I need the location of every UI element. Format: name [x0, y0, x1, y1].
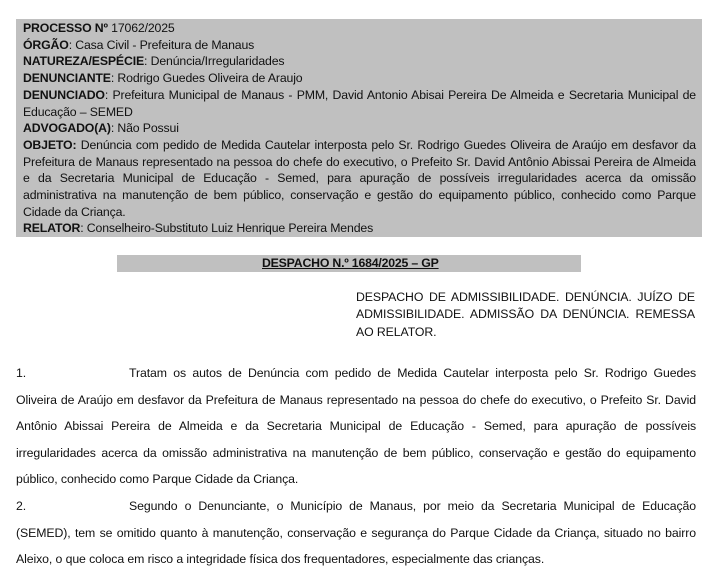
- paragraph-2: [16, 493, 696, 573]
- advogado-label: ADVOGADO(A): [23, 121, 111, 136]
- orgao-label: ÓRGÃO: [23, 37, 69, 52]
- paragraph-text: Tratam os autos de Denúncia com pedido de Medida Cautelar interposta pelo Sr. Rodrigo Guedes Oliveira de Araújo em desfavor da Prefeitura de Manaus representado na pessoa do chefe do executivo, o Prefeito Sr. David Antônio Abissai Pereira de Almeida e da Secretaria Municipal de Educação - Semed, para apuração de possíveis irregularidades acerca da omissão administrativa na manutenção de bem público, conservação e gestão do equipamento público, conhecido como Parque Cidade da Criança.: [16, 366, 696, 486]
- processo-line: [23, 20, 696, 37]
- denunciado-line: DENUNCIADO: Prefeitura Municipal de Manaus - PMM, David Antonio Abisai Pereira De Almeida e Secretaria Municipal de Educação – SEMED: [23, 87, 696, 119]
- advogado-value: Não Possui: [117, 121, 179, 136]
- despacho-title: DESPACHO N.º 1684/2025 – GP: [262, 256, 439, 270]
- orgao-value: Casa Civil - Prefeitura de Manaus: [75, 37, 255, 52]
- paragraph-number: 2.: [16, 499, 27, 513]
- process-header-box: [16, 19, 702, 237]
- denunciante-label: DENUNCIANTE: [23, 71, 111, 86]
- denunciante-line: DENUNCIANTE: Rodrigo Guedes Oliveira de Araujo: [23, 71, 303, 86]
- denunciado-value: Prefeitura Municipal de Manaus - PMM, David Antonio Abisai Pereira De Almeida e Secretaria Municipal de Educação – SEMED: [23, 87, 696, 119]
- relator-line: RELATOR: Conselheiro-Substituto Luiz Henrique Pereira Mendes: [23, 221, 374, 236]
- denunciado-label: DENUNCIADO: [23, 87, 105, 102]
- objeto-label: OBJETO:: [23, 137, 77, 152]
- natureza-value: Denúncia/Irregularidades: [150, 54, 285, 69]
- despacho-ementa: DESPACHO DE ADMISSIBILIDADE. DENÚNCIA. JUÍZO DE ADMISSIBILIDADE. ADMISSÃO DA DENÚNCIA. REMESSA AO RELATOR.: [356, 290, 695, 339]
- objeto-value: Denúncia com pedido de Medida Cautelar interposta pelo Sr. Rodrigo Guedes Oliveira de Araújo em desfavor da Prefeitura de Manaus representado na pessoa do chefe do executivo, o Prefeito Sr. David Antônio Abissai Pereira de Almeida e da Secretaria Municipal de Educação - Semed, para apuração de possíveis irregularidades acerca da omissão administrativa na manutenção de bem público, conservação e gestão do equipamento público, conhecido como Parque Cidade da Criança.: [23, 137, 696, 219]
- natureza-line: NATUREZA/ESPÉCIE: Denúncia/Irregularidades: [23, 54, 285, 69]
- denunciante-value: Rodrigo Guedes Oliveira de Araujo: [117, 71, 303, 86]
- relator-value: Conselheiro-Substituto Luiz Henrique Pereira Mendes: [86, 221, 374, 236]
- paragraph-1: [16, 360, 696, 493]
- processo-value: 17062/2025: [111, 21, 175, 35]
- paragraph-text: Segundo o Denunciante, o Município de Manaus, por meio da Secretaria Municipal de Educação (SEMED), tem se omitido quanto à manutenção, conservação e segurança do Parque Cidade da Criança, situado no bairro Aleixo, o que coloca em risco a integridade física dos frequentadores, especialmente das crianças.: [16, 499, 696, 566]
- orgao-line: ÓRGÃO: Casa Civil - Prefeitura de Manaus: [23, 37, 255, 52]
- paragraph-number: 1.: [16, 366, 27, 380]
- natureza-label: NATUREZA/ESPÉCIE: [23, 54, 145, 69]
- processo-label: PROCESSO Nº: [23, 21, 108, 35]
- advogado-line: ADVOGADO(A): Não Possui: [23, 121, 179, 136]
- objeto-line: [23, 137, 696, 221]
- relator-label: RELATOR: [23, 221, 81, 236]
